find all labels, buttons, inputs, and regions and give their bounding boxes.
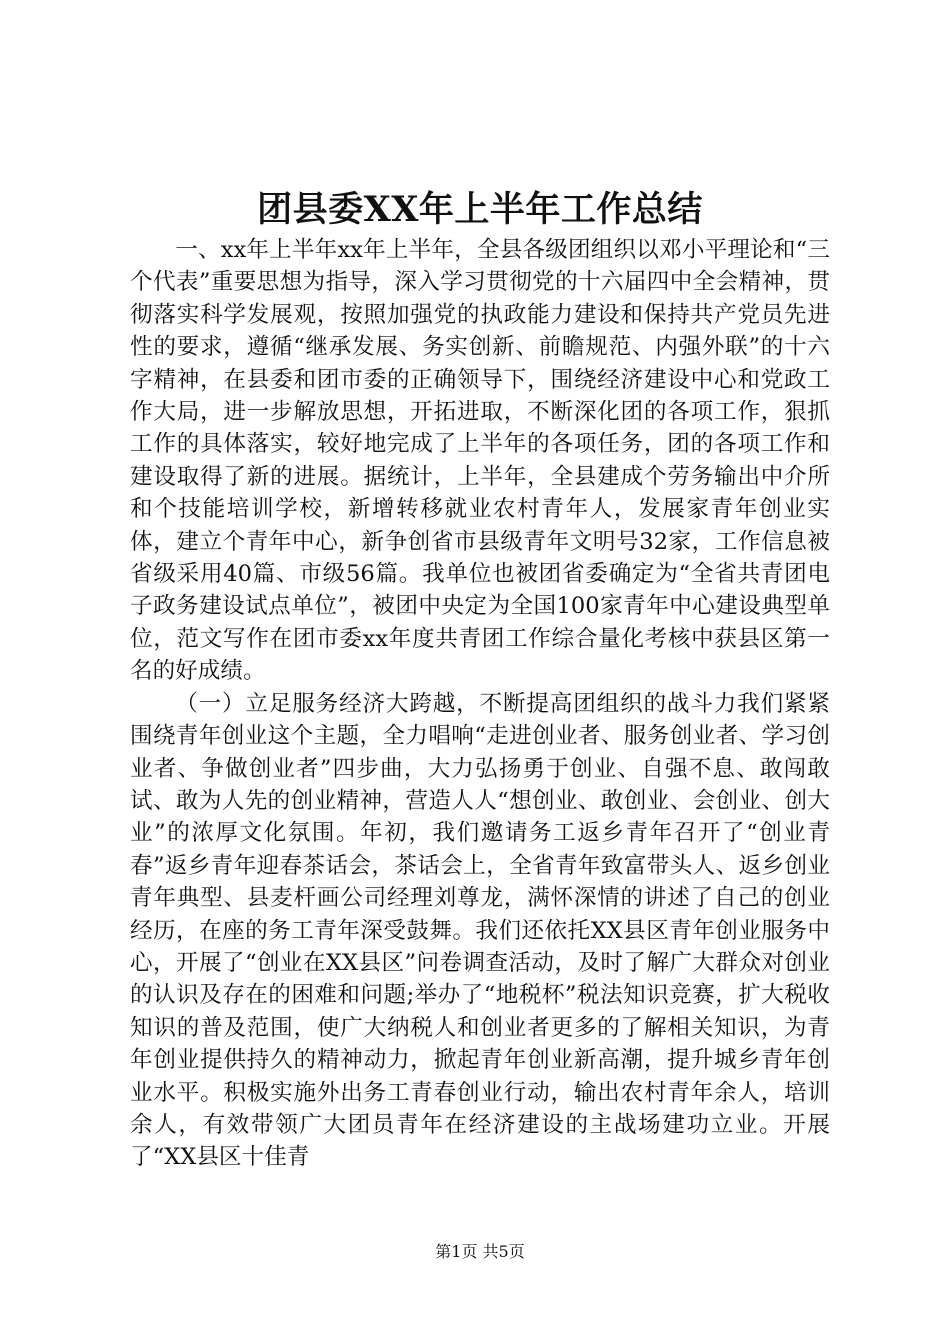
paragraph: 一、xx年上半年xx年上半年，全县各级团组织以邓小平理论和“三个代表”重要思想为指导，深入学习贯彻党的十六届四中全会精神，贯彻落实科学发展观，按照加强党的执政能力建设和保持共产党员先进性的要求，遵循“继承发展、务实创新、前瞻规范、内强外联”的十六字精神，在县委和团市委的正确领导下，围绕经济建设中心和党政工作大局，进一步解放思想，开拓进取，不断深化团的各项工作，狠抓工作的具体落实，较好地完成了上半年的各项任务，团的各项工作和建设取得了新的进展。据统计，上半年，全县建成个劳务输出中介所和个技能培训学校，新增转移就业农村青年人，发展家青年创业实体，建立个青年中心，新争创省市县级青年文明号32家，工作信息被省级采用40篇、市级56篇。我单位也被团省委确定为“全省共青团电子政务建设试点单位”，被团中央定为全国100家青年中心建设典型单位，范文写作在团市委xx年度共青团工作综合量化考核中获县区第一名的好成绩。 (130, 237, 830, 685)
page-footer: 第1页 共5页 (435, 1242, 525, 1261)
document-title: 团县委XX年上半年工作总结 (257, 189, 703, 230)
paragraph: （一）立足服务经济大跨越，不断提高团组织的战斗力我们紧紧围绕青年创业这个主题，全力唱响“走进创业者、服务创业者、学习创业者、争做创业者”四步曲，大力弘扬勇于创业、自强不息、敢闯敢试、敢为人先的创业精神，营造人人“想创业、敢创业、会创业、创大业”的浓厚文化氛围。年初，我们邀请务工返乡青年召开了“创业青春”返乡青年迎春茶话会，茶话会上，全省青年致富带头人、返乡创业青年典型、县麦杆画公司经理刘尊龙，满怀深情的讲述了自己的创业经历，在座的务工青年深受鼓舞。我们还依托XX县区青年创业服务中心，开展了“创业在XX县区”问卷调查活动，及时了解广大群众对创业的认识及存在的困难和问题;举办了“地税杯”税法知识竞赛，扩大税收知识的普及范围，使广大纳税人和创业者更多的了解相关知识，为青年创业提供持久的精神动力，掀起青年创业新高潮，提升城乡青年创业水平。积极实施外出务工青春创业行动，输出农村青年余人，培训余人，有效带领广大团员青年在经济建设的主战场建功立业。开展了“XX县区十佳青 (130, 690, 830, 1171)
document-body (130, 234, 830, 1174)
